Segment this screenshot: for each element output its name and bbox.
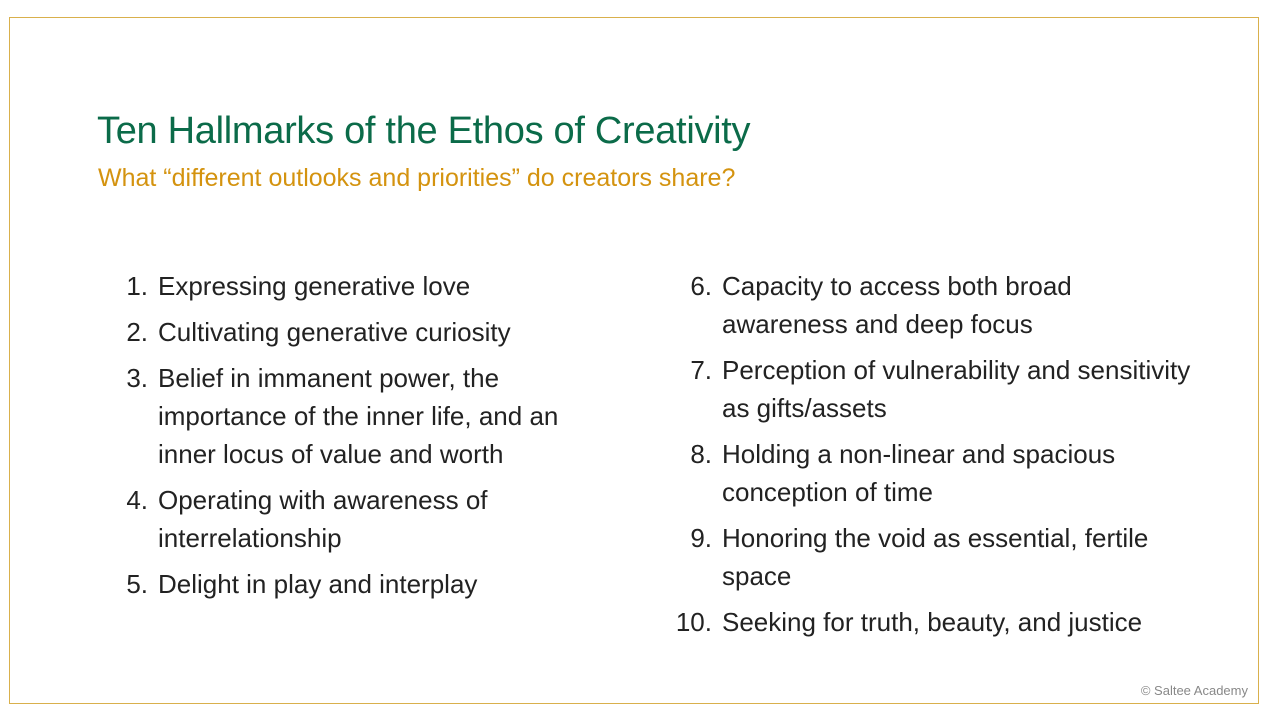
item-text: Belief in immanent power, the importance of the inner life, and an inner locus of value and worth [158,363,559,469]
slide-title: Ten Hallmarks of the Ethos of Creativity [97,110,751,152]
item-number: 8. [690,439,712,469]
item-number: 1. [126,271,148,301]
list-item [114,359,619,473]
list-item [114,313,619,351]
item-text: Capacity to access both broad awareness and deep focus [722,271,1072,339]
item-text: Honoring the void as essential, fertile space [722,523,1149,591]
item-number: 9. [690,523,712,553]
item-number: 2. [126,317,148,347]
item-text: Cultivating generative curiosity [158,317,511,347]
list-item [664,435,1204,511]
item-text: Delight in play and interplay [158,569,478,599]
item-number: 6. [690,271,712,301]
copyright-notice: © Saltee Academy [1140,683,1248,698]
list-item [664,267,1204,343]
list-item [114,565,619,603]
item-text: Perception of vulnerability and sensitivity as gifts/assets [722,355,1191,423]
item-text: Operating with awareness of interrelationship [158,485,488,553]
item-text: Holding a non-linear and spacious conception of time [722,439,1116,507]
slide-subtitle: What “different outlooks and priorities” do creators share? [98,164,736,192]
item-number: 10. [675,607,712,637]
item-number: 4. [126,485,148,515]
item-number: 5. [126,569,148,599]
list-item [664,603,1204,641]
item-number: 7. [690,355,712,385]
item-number: 3. [126,363,148,393]
list-item [664,351,1204,427]
hallmarks-list-left [114,267,619,611]
list-item [664,519,1204,595]
item-text: Seeking for truth, beauty, and justice [722,607,1143,637]
list-item [114,267,619,305]
hallmarks-list-right [664,267,1204,649]
item-text: Expressing generative love [158,271,471,301]
list-item [114,481,619,557]
